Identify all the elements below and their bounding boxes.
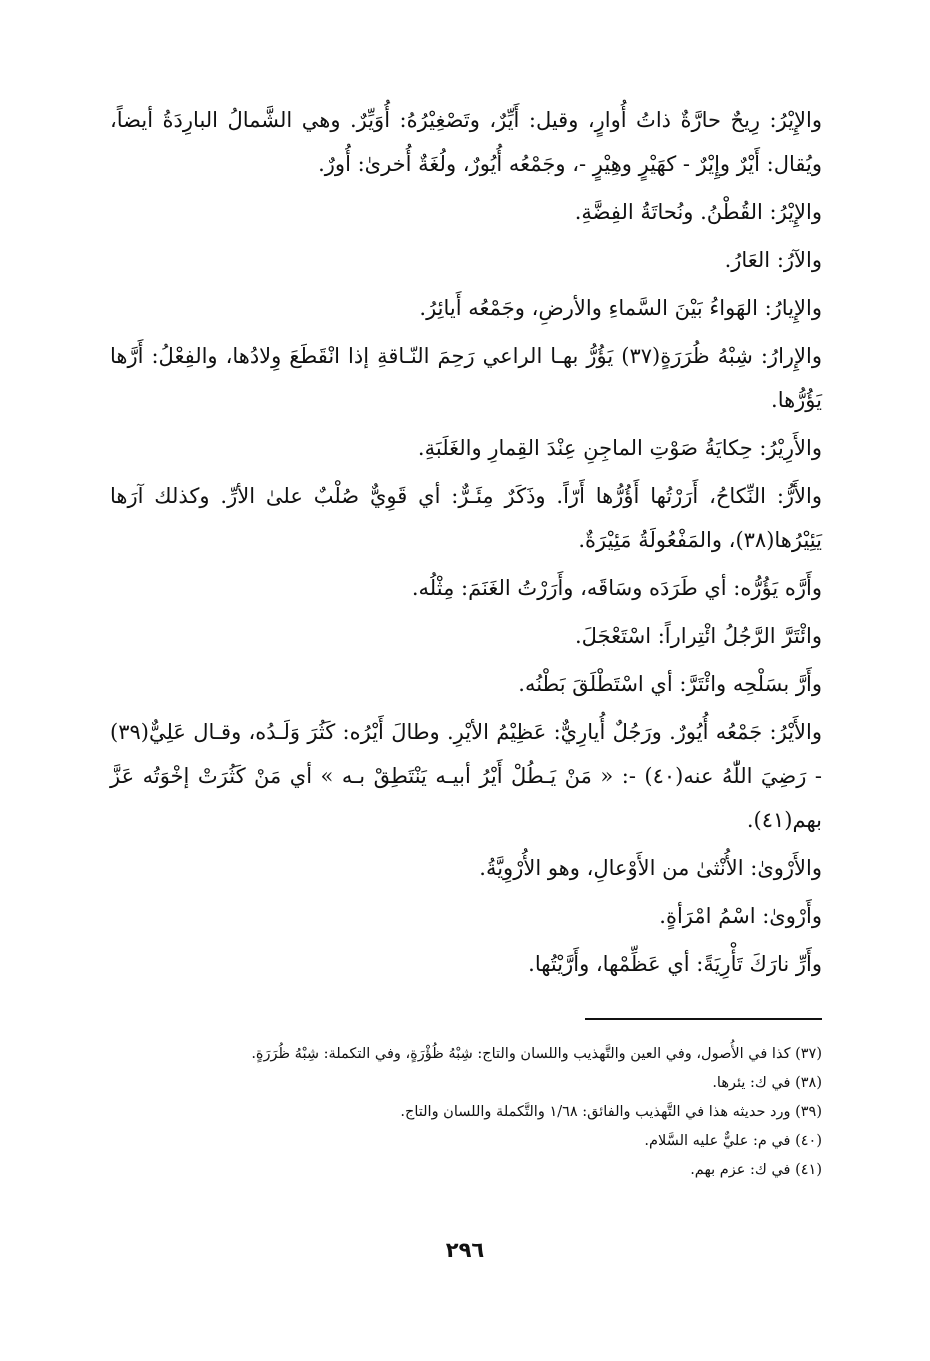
paragraph-arwa: والأَرْوىٰ: الأُنْثىٰ من الأَوْعالِ، وهو الأُرْوِيَّةُ.: [479, 856, 822, 880]
paragraph-arri-narak: وأَرِّ نارَكَ تَأْرِيَةً: أي عَظِّمْها، وأَرَّيْتُها.: [528, 952, 822, 976]
page-number: ٢٩٦: [445, 1238, 485, 1262]
paragraph-ir-cotton: والإِيْرُ: القُطْنُ. ونُحاتَةُ الفِضَّةِ.: [574, 200, 822, 224]
footnote-40: (٤٠) في م: عليٌّ عليه السَّلام.: [644, 1133, 822, 1149]
main-text: [110, 98, 822, 990]
paragraph-arwa-name: وأَرْوىٰ: اسْمُ امْرَأةٍ.: [659, 904, 822, 928]
paragraph-ir-wind: والإِيْرُ: رِيحٌ حارَّةٌ ذاتُ أُوارٍ، وقيل: أَيِّرٌ، وتَصْغِيْرُهُ: أُوَيِّرٌ. وهي الشَّمالُ البارِدَةُ أيضاً، ويُقال: أَيْرٌ وإِيْرٌ - كهَيْرٍ وهِيْرٍ -، وجَمْعُه أُيُورٌ، ولُغَةٌ أُخرىٰ: أُورٌ.: [110, 108, 822, 176]
footnote-separator: [585, 1018, 822, 1020]
footnote-38: (٣٨) في ك: يئرها.: [712, 1075, 822, 1091]
paragraph-iyar: والإِيارُ: الهَواءُ بَيْنَ السَّماءِ والأرضِ، وجَمْعُه أَيائِرُ.: [419, 296, 822, 320]
paragraph-itarr: وائْتَرَّ الرَّجُلُ ائْتِراراً: اسْتَعْجَلَ.: [575, 624, 822, 648]
paragraph-arr-bisalhih: وأَرَّ بسَلْحِه وائْتَرَّ: أي اسْتَطْلَقَ بَطْنُه.: [518, 672, 822, 696]
paragraph-ayr: والأَيْرُ: جَمْعُه أُيُورٌ. ورَجُلٌ أُيارِيٌّ: عَظِيْمُ الأيْرِ. وطالَ أَيْرُه: كَثُرَ وَلَـدُه، وقـال عَلِيٌّ(٣٩) - رَضِيَ اللّٰهُ عنه(٤٠) -: « مَنْ يَـطُلْ أَيْرُ أبيـه يَنْتَطِقْ بـه » أي مَنْ كَثُرَتْ إخْوَتُه عَزَّ بهم(٤١).: [110, 720, 822, 832]
paragraph-aar: والآرُ: العَارُ.: [724, 248, 822, 272]
paragraph-arrah: وأَرَّه يَؤُرُّه: أي طَرَدَه وسَاقَه، وأَرَرْتُ الغَنَمَ: مِثْلُه.: [411, 576, 822, 600]
paragraph-arr: والأَرُّ: النِّكاحُ، أَرَرْتُها أَؤُرُّها أَرّاً. وذَكَرٌ مِئَـرٌّ: أي قَوِيٌّ صُلْبٌ علىٰ الأرِّ. وكذلك آرَها يَئِيْرُها(٣٨)، والمَفْعُولَةُ مَئِيْرَةٌ.: [110, 484, 822, 552]
footnote-37: (٣٧) كذا في الأُصول، وفي العين والتَّهذيب واللسان والتاج: شِبْهُ ظُؤْرَةٍ، وفي التكملة: شِبْهُ ظُرَرَةٍ.: [251, 1046, 822, 1062]
footnote-39: (٣٩) ورد حديثه هذا في التَّهذيب والفائق: ١/٦٨ والتَّكملة واللسان والتاج.: [400, 1104, 822, 1120]
footnote-41: (٤١) في ك: عزم بهم.: [690, 1162, 822, 1178]
paragraph-irar: والإِرارُ: شِبْهُ ظُرَرَةٍ(٣٧) يَؤُرُّ بهـا الراعي رَحِمَ النّـاقةِ إذا انْقَطَعَ وِلادُها، والفِعْلُ: أَرَّها يَؤُرُّها.: [110, 344, 822, 412]
footnotes: [110, 1040, 822, 1185]
paragraph-arir: والأَرِيْرُ: حِكايَةُ صَوْتِ الماجِنِ عِنْدَ القِمارِ والغَلَبَةِ.: [417, 436, 822, 460]
